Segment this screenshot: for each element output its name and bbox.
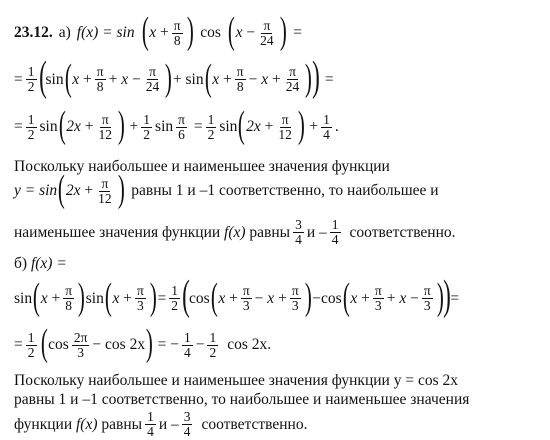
line-b2: sin ( x + $\frac{\pi}{8}$ ) sin ( x + $\frac{\pi}{3}$ ) = $\frac{1}{2}$ ( cos ( x + $\frac{\pi}{3}$ − x + $\frac{\pi}{3}$ ) − cos ( x + $\frac{\pi}{3}$ + x − $\frac{\pi}{3}$ ) ) = [14,273,460,319]
text-line-3: наименьшее значения функции f(x) равны $\frac{3}{4}$ и – $\frac{1}{4}$ соответственно. [14,217,456,248]
line-a2: = $\frac{1}{2}$ ( sin ( x + $\frac{\pi}{8}$ + x − $\frac{\pi}{24}$ ) + sin ( x + $\frac{\pi}{8}$ − x + $\frac{\pi}{24}$ ) ) = [14,54,334,100]
frac-half: $\frac{1}{2}$ [27,64,35,95]
line-a3: = $\frac{1}{2}$ sin ( 2x + $\frac{\pi}{12}$ ) + $\frac{1}{2}$ sin $\frac{\pi}{6}$ = $\frac{1}{2}$ sin ( 2x + $\frac{\pi}{12}$ ) + $\frac{1}{4}$ . [14,104,339,146]
line-b1: б) f(x) = [14,255,67,272]
part-a-label: а) [58,24,71,42]
text-line-2: y = sin ( 2x + $\frac{\pi}{12}$ ) равны 1 и –1 соответственно, то наибольшее и [14,168,439,210]
fx-eq-sin: f(x) = sin [76,24,135,42]
part-b-label: б) [14,255,28,272]
expr-cos-arg: ( x − $\frac{\pi}{24}$ ) [227,10,287,52]
text-line-4: Поскольку наибольшее и наименьшее значения функции y = cos 2x [14,372,458,389]
text-line-6: функции f(x) равны $\frac{1}{4}$ и – $\frac{3}{4}$ соответственно. [14,409,308,440]
line-a1: 23.12. а) f(x) = sin ( x + $\frac{\pi}{8}$ ) cos ( x − $\frac{\pi}{24}$ ) = [14,10,303,52]
cos-label: cos [200,24,221,42]
line-b3: = $\frac{1}{2}$ ( cos $\frac{2\pi}{3}$ − cos 2x ) = − $\frac{1}{4}$ − $\frac{1}{2}$ cos 2x. [14,322,272,364]
text-line-1: Поскольку наибольшее и наименьшее значения функции [14,158,390,175]
expr-sin-arg: ( x + $\frac{\pi}{8}$ ) [141,10,194,52]
problem-number: 23.12. [14,24,53,42]
text-line-5: равны 1 и –1 соответственно, то наибольшее и наименьшее значения [14,391,470,408]
